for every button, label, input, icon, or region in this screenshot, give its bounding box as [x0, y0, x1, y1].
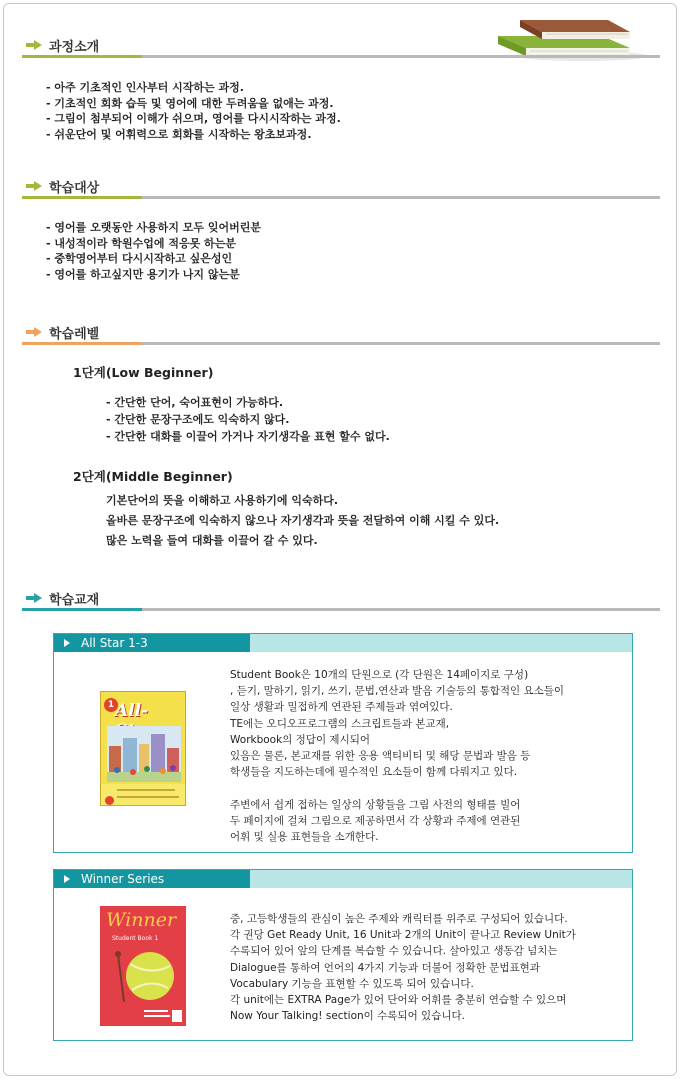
section-level-header: [22, 323, 660, 347]
section-arrow-icon: [26, 40, 42, 50]
section-materials-header: [22, 589, 660, 613]
winner-cover-image: [100, 906, 186, 1026]
list-item: 기본단어의 뜻을 이해하고 사용하기에 익숙하다.: [106, 494, 339, 507]
level2-title: 2단계(Middle Beginner): [73, 469, 233, 484]
list-item: - 그림이 첨부되어 이해가 쉬으며, 영어를 다시시작하는 과정.: [46, 112, 341, 125]
tennis-ball-illustration: [110, 946, 176, 1008]
section-arrow-icon: [26, 181, 42, 191]
publisher-logo-icon: [105, 796, 114, 805]
section-target-header: [22, 177, 660, 201]
list-item: - 중학영어부터 다시시작하고 싶은성인: [46, 252, 233, 265]
section-rule: [22, 342, 660, 345]
allstar-cover-image: [100, 691, 186, 806]
section-level-title: 학습레벨: [49, 327, 100, 342]
list-item: - 간단한 단어, 숙어표현이 가능하다.: [106, 396, 284, 409]
cover-title: All-: [115, 701, 149, 721]
section-rule: [22, 196, 660, 199]
publisher-logo-icon: [172, 1010, 182, 1022]
section-materials-title: 학습교재: [49, 593, 100, 608]
list-item: - 내성적이라 학원수업에 적응못 하는분: [46, 236, 236, 250]
list-item: - 간단한 대화를 이끌어 가거나 자기생각을 표현 할수 없다.: [106, 430, 390, 443]
triangle-icon: [64, 875, 70, 883]
cover-title: Winner: [106, 909, 177, 931]
section-intro-header: [22, 36, 660, 60]
section-intro-title: 과정소개: [49, 40, 100, 55]
list-item: 많은 노력을 들여 대화를 이끌어 갈 수 있다.: [106, 534, 318, 547]
book-card-tab: Winner Series: [54, 870, 250, 888]
list-item: - 간단한 문장구조에도 익숙하지 않다.: [106, 413, 290, 426]
cover-illustration: [107, 726, 181, 782]
intro-list: [46, 80, 341, 142]
list-item: - 쉬운단어 및 어휘력으로 회화를 시작하는 왕초보과정.: [46, 127, 312, 141]
cover-number: 1: [104, 698, 118, 712]
section-rule: [22, 55, 660, 58]
book-card-allstar: [53, 633, 633, 853]
book-description: 중, 고등학생들의 관심이 높은 주제와 캐릭터를 위주로 구성되어 있습니다. 각 권당 Get Ready Unit, 16 Unit과 2개의 Unit이 끝나고 Review Unit가 수록되어 있어 앞의 단계를 복습할 수 있습니다. 살아있고 생동감 넘치는 Dialogue를 통하여 언어의 4가지 기능과 더불어 정확한 문법표현과 Vocabulary 기능을 표현할 수 있도록 되어 있습니다. 각 unit에는 EXTRA Page가 있어 단어와 어휘를 충분히 연습할 수 있으며 Now Your Talking! section이 수록되어 있습니다.: [230, 913, 576, 1023]
list-item: 올바른 문장구조에 익숙하지 않으나 자기생각과 뜻을 전달하여 이해 시킬 수 있다.: [106, 514, 500, 527]
level2-list: [106, 491, 499, 551]
list-item: - 영어를 오랫동안 사용하지 모두 잊어버린분: [46, 221, 261, 234]
target-list: [46, 220, 261, 282]
cover-subtitle: Student Book 1: [112, 935, 159, 942]
section-target-title: 학습대상: [49, 181, 100, 196]
triangle-icon: [64, 639, 70, 647]
section-arrow-icon: [26, 327, 42, 337]
list-item: - 영어를 하고싶지만 용기가 나지 않는분: [46, 267, 240, 281]
book-card-winner: [53, 869, 633, 1041]
list-item: - 기초적인 회화 습득 및 영어에 대한 두려움을 없애는 과정.: [46, 96, 334, 110]
level1-title: 1단계(Low Beginner): [73, 365, 214, 380]
level1-list: [106, 394, 390, 445]
book-card-tab: All Star 1-3: [54, 634, 250, 652]
list-item: - 아주 기초적인 인사부터 시작하는 과정.: [46, 81, 244, 94]
section-rule: [22, 608, 660, 611]
section-arrow-icon: [26, 593, 42, 603]
book-description: Student Book은 10개의 단원으로 (각 단원은 14페이지로 구성) , 듣기, 말하기, 읽기, 쓰기, 문법,연산과 발음 기술등의 통합적인 요소들이 일상 생활과 밀접하게 연관된 주제들과 엮여있다. TE에는 오디오프로그램의 스크립트들과 본교재, Workbook의 정답이 제시되어 있음은 물론, 본교재를 위한 응용 액티비티 및 해당 문법과 발음 등 학생들을 지도하는데에 필수적인 요소들이 함께 다뤄지고 있다. 주변에서 쉽게 접하는 일상의 상황들을 그림 사전의 형태를 빌어 두 페이지에 걸쳐 그림으로 제공하면서 각 상황과 주제에 연관된 어휘 및 실용 표현들을 소개한다.: [230, 669, 565, 844]
